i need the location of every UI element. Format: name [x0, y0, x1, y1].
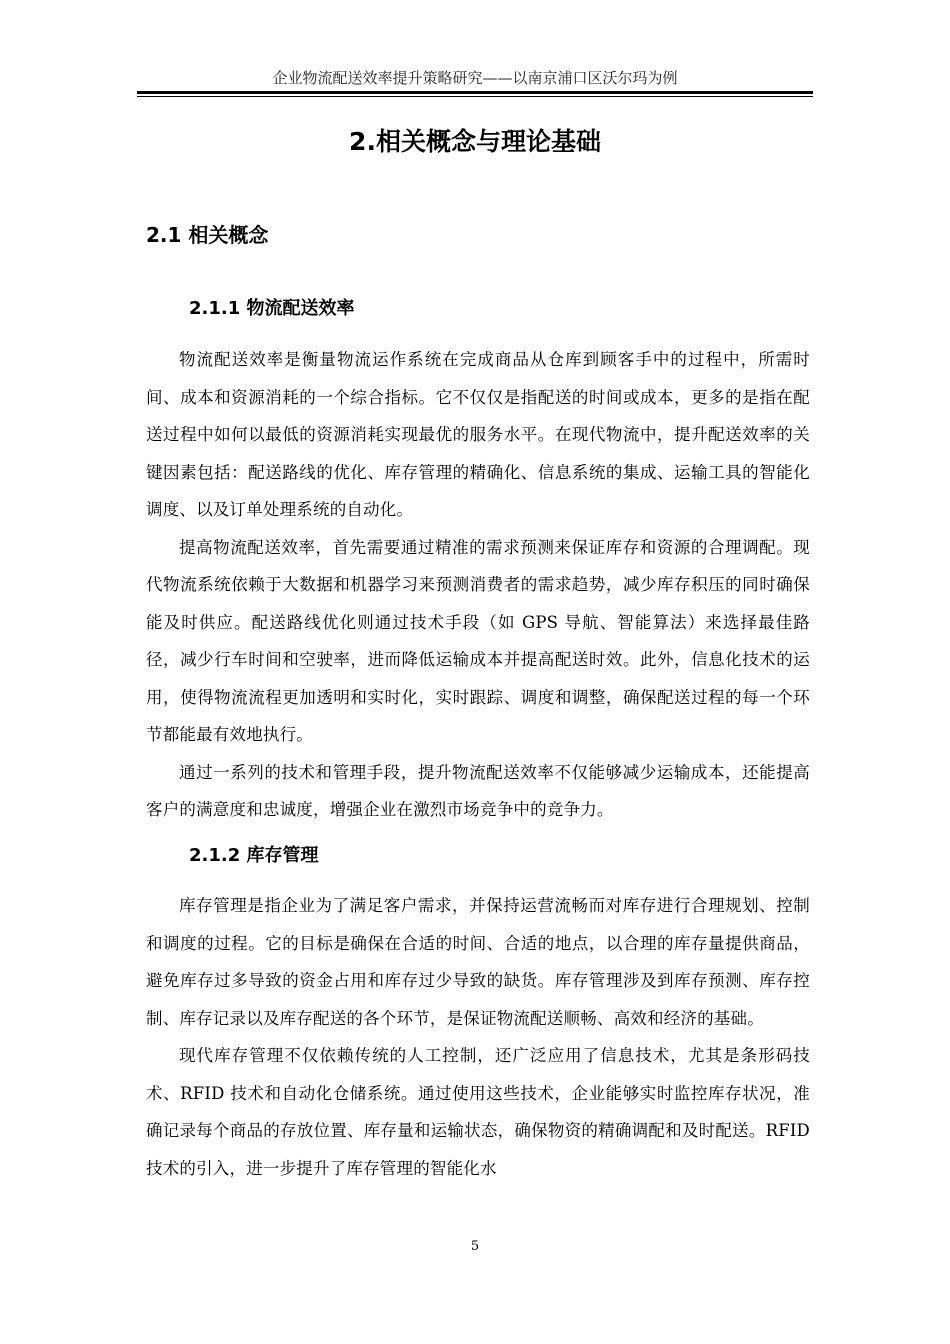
- header-rule-thin: [137, 96, 813, 97]
- section-heading-2-1-2: 2.1.2 库存管理: [189, 845, 319, 866]
- section-heading-2-1-1: 2.1.1 物流配送效率: [189, 298, 355, 319]
- paragraph: 提高物流配送效率，首先需要通过精准的需求预测来保证库存和资源的合理调配。现代物流系统依赖于大数据和机器学习来预测消费者的需求趋势，减少库存积压的同时确保能及时供应。配送路线优化则通过技术手段（如 GPS 导航、智能算法）来选择最佳路径，减少行车时间和空驶率，进而降低运输成本并提高配送时效。此外，信息化技术的运用，使得物流流程更加透明和实时化，实时跟踪、调度和调整，确保配送过程的每一个环节都能最有效地执行。: [146, 537, 810, 744]
- paragraph: 通过一系列的技术和管理手段，提升物流配送效率不仅能够减少运输成本，还能提高客户的满意度和忠诚度，增强企业在激烈市场竞争中的竞争力。: [146, 762, 810, 819]
- running-header-title: 企业物流配送效率提升策略研究——以南京浦口区沃尔玛为例: [272, 69, 678, 87]
- page-number: 5: [470, 1239, 480, 1254]
- section-heading-2-1: 2.1 相关概念: [146, 223, 269, 247]
- paragraph: 库存管理是指企业为了满足客户需求，并保持运营流畅而对库存进行合理规划、控制和调度的过程。它的目标是确保在合适的时间、合适的地点，以合理的库存量提供商品，避免库存过多导致的资金占用和库存过少导致的缺货。库存管理涉及到库存预测、库存控制、库存记录以及库存配送的各个环节，是保证物流配送顺畅、高效和经济的基础。: [146, 896, 810, 1028]
- section-body-2-1-2: [146, 887, 810, 1187]
- header-rule-thick: [137, 91, 813, 94]
- chapter-title: 2.相关概念与理论基础: [349, 127, 601, 156]
- paragraph: 物流配送效率是衡量物流运作系统在完成商品从仓库到顾客手中的过程中，所需时间、成本和资源消耗的一个综合指标。它不仅仅是指配送的时间或成本，更多的是指在配送过程中如何以最低的资源消耗实现最优的服务水平。在现代物流中，提升配送效率的关键因素包括：配送路线的优化、库存管理的精确化、信息系统的集成、运输工具的智能化调度、以及订单处理系统的自动化。: [146, 350, 810, 519]
- paragraph: 现代库存管理不仅依赖传统的人工控制，还广泛应用了信息技术，尤其是条形码技术、RFID 技术和自动化仓储系统。通过使用这些技术，企业能够实时监控库存状况，准确记录每个商品的存放位置、库存量和运输状态，确保物资的精确调配和及时配送。RFID 技术的引入，进一步提升了库存管理的智能化水: [146, 1046, 810, 1178]
- section-body-2-1-1: [146, 341, 810, 829]
